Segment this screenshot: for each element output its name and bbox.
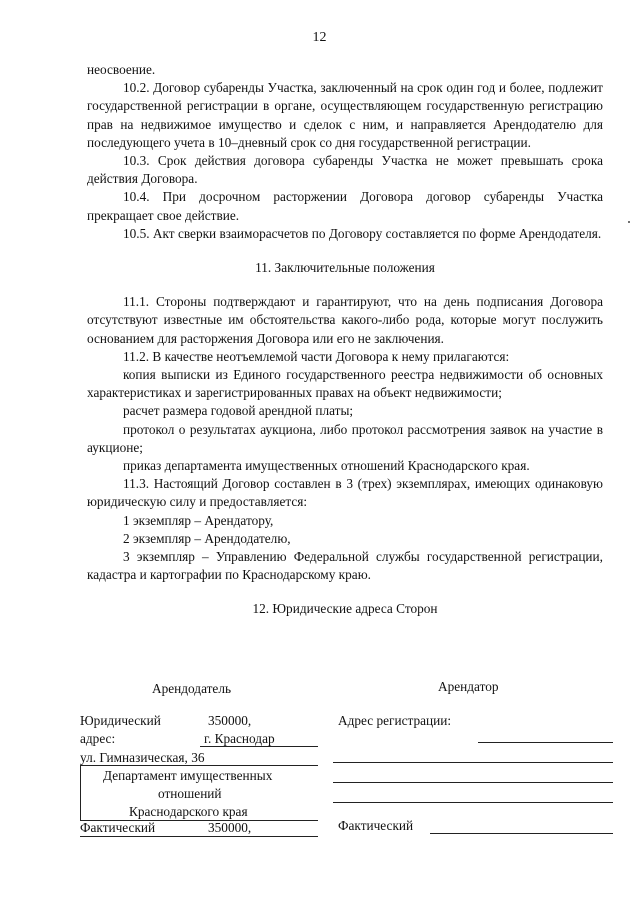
paragraph-11-2: 11.2. В качестве неотъемлемой части Договора к нему прилагаются: [123, 348, 510, 364]
tenant-registration-label: Адрес регистрации: [338, 713, 452, 728]
copy-1-tenant: 1 экземпляр – Арендатору, [123, 512, 274, 528]
landlord-legal-label-line2: адрес: [80, 731, 116, 746]
paragraph-continuation: неосвоение. [87, 62, 156, 77]
copy-2-landlord: 2 экземпляр – Арендодателю, [123, 530, 291, 546]
landlord-legal-label-line1: Юридический [80, 713, 161, 728]
tenant-registration-underline-1 [478, 742, 613, 743]
paragraph-11-1: 11.1. Стороны подтверждают и гарантируют, что на день подписания Договора отсутствуют известные им обстоятельства какого-либо рода, которые могут послужить основанием для расторжения Договора или его не заключения. [87, 294, 603, 346]
landlord-org-line3: Краснодарского края [129, 804, 248, 819]
paragraph-10-5: 10.5. Акт сверки взаиморасчетов по Договору составляется по форме Арендодателя. [123, 225, 602, 241]
paragraph-10-3: 10.3. Срок действия договора субаренды Участка не может превышать срока действия Договора. [87, 153, 603, 187]
section-11-heading: 11. Заключительные положения [255, 260, 435, 276]
section-12-heading: 12. Юридические адреса Сторон [252, 601, 438, 617]
landlord-title: Арендодатель [152, 681, 232, 696]
landlord-city-underline [200, 746, 318, 747]
tenant-actual-underline [430, 833, 613, 834]
page-number: 12 [312, 30, 327, 45]
paragraph-11-3: 11.3. Настоящий Договор составлен в 3 (трех) экземплярах, имеющих одинаковую юридическую силу и предоставляется: [87, 476, 603, 510]
tenant-registration-underline-3 [333, 782, 613, 783]
attachment-auction-protocol: протокол о результатах аукциона, либо протокол рассмотрения заявок на участие в аукционе; [87, 421, 603, 455]
tenant-registration-underline-2 [333, 762, 613, 763]
landlord-org-line1: Департамент имущественных [103, 768, 273, 783]
landlord-actual-postcode: 350000, [208, 820, 252, 835]
scan-speck [628, 221, 630, 223]
attachment-department-order: приказ департамента имущественных отношений Краснодарского края. [123, 458, 530, 474]
landlord-postcode: 350000, [208, 713, 252, 728]
landlord-org-line2: отношений [158, 786, 222, 801]
tenant-title: Арендатор [438, 679, 499, 694]
landlord-actual-underline [80, 836, 318, 837]
copy-3-registry: 3 экземпляр – Управлению Федеральной службы государственной регистрации, кадастра и картографии по Краснодарскому краю. [87, 549, 603, 583]
tenant-actual-label: Фактический [338, 818, 414, 833]
attachment-egrn-extract: копия выписки из Единого государственного реестра недвижимости об основных характеристиках и зарегистрированных правах на объект недвижимости; [87, 367, 603, 401]
paragraph-10-2: 10.2. Договор субаренды Участка, заключенный на срок один год и более, подлежит государственной регистрации в органе, осуществляющем государственную регистрацию прав на недвижимое имущество и сделок с ним, и направляется Арендодателю для последующего учета в 10–дневный срок со дня государственной регистрации. [87, 80, 603, 150]
landlord-street: ул. Гимназическая, 36 [80, 750, 205, 765]
landlord-city: г. Краснодар [204, 731, 275, 746]
landlord-org-left-border [80, 766, 81, 820]
paragraph-10-4: 10.4. При досрочном расторжении Договора договор субаренды Участка прекращает свое действие. [87, 189, 603, 223]
tenant-registration-underline-4 [333, 802, 613, 803]
landlord-street-underline [80, 765, 318, 766]
attachment-rent-calculation: расчет размера годовой арендной платы; [123, 403, 354, 419]
landlord-actual-label: Фактический [80, 820, 156, 835]
